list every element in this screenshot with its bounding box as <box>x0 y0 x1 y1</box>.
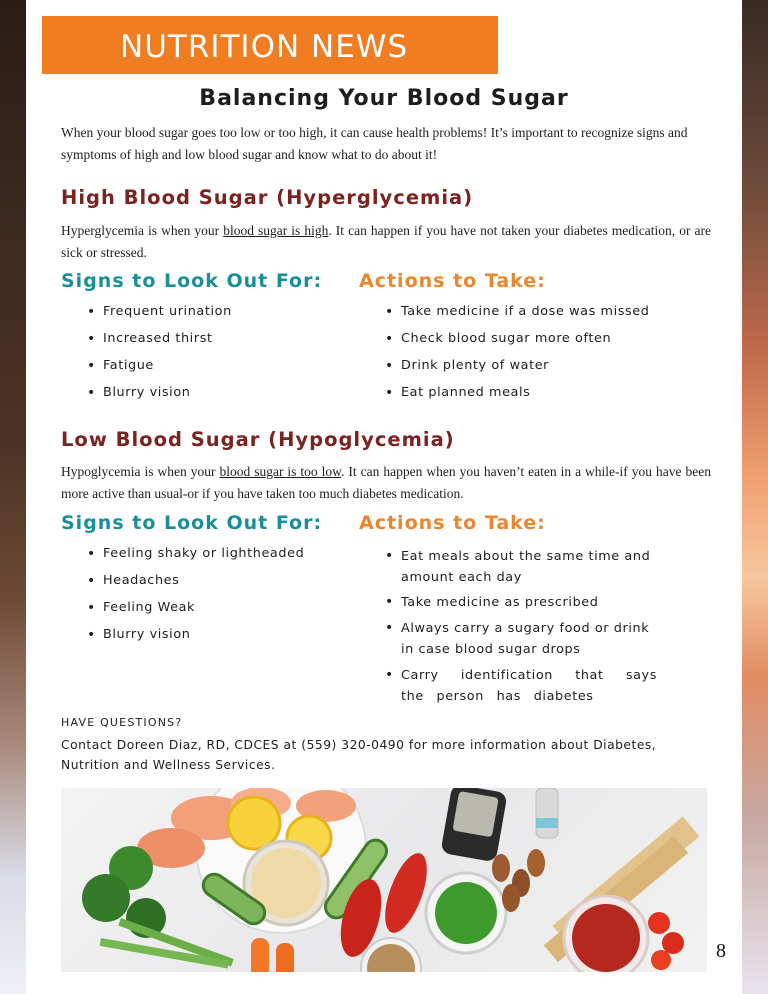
hyper-text-part: . It can happen if you have not taken your diabetes medication, or are sick or stressed. <box>61 223 711 260</box>
list-item: • Drink plenty of water <box>385 358 685 385</box>
high-blood-sugar-heading: High Blood Sugar (Hyperglycemia) <box>61 186 474 209</box>
list-item: • Always carry a sugary food or drink in case blood sugar drops <box>385 618 657 660</box>
hyper-underlined-text: blood sugar is high <box>223 223 329 238</box>
low-actions-list <box>385 546 657 707</box>
background-scenery-right <box>742 0 768 994</box>
list-item: • Blurry vision <box>87 385 327 412</box>
low-signs-heading: Signs to Look Out For: <box>61 512 323 534</box>
intro-paragraph: When your blood sugar goes too low or too high, it can cause health problems! It’s important to recognize signs and symptoms of high and low blood sugar and know what to do about it! <box>61 125 688 162</box>
hyper-text-part: Hyperglycemia is when your <box>61 223 224 238</box>
newsletter-page <box>26 0 742 994</box>
list-item: • Frequent urination <box>87 304 327 331</box>
list-item: • Fatigue <box>87 358 327 385</box>
hypo-underlined-text: blood sugar is too low <box>219 464 342 479</box>
list-item: • Check blood sugar more often <box>385 331 685 358</box>
list-item: • Blurry vision <box>87 627 337 654</box>
hyperglycemia-paragraph <box>61 220 711 264</box>
questions-heading: HAVE QUESTIONS? <box>61 716 183 729</box>
high-signs-heading: Signs to Look Out For: <box>61 270 323 292</box>
list-item: • Eat meals about the same time and amount each day <box>385 546 657 588</box>
page-title: Balancing Your Blood Sugar <box>199 86 569 111</box>
nutrition-news-banner: NUTRITION NEWS <box>42 16 498 74</box>
list-item: • Eat planned meals <box>385 385 685 412</box>
list-item: • Take medicine as prescribed <box>385 592 657 613</box>
food-illustration <box>61 788 707 972</box>
high-actions-heading: Actions to Take: <box>359 270 546 292</box>
high-signs-list <box>87 304 327 412</box>
low-blood-sugar-heading: Low Blood Sugar (Hypoglycemia) <box>61 428 455 451</box>
high-actions-list <box>385 304 685 412</box>
list-item: • Increased thirst <box>87 331 327 358</box>
list-item: • Feeling shaky or lightheaded <box>87 546 337 573</box>
low-actions-heading: Actions to Take: <box>359 512 546 534</box>
low-signs-list <box>87 546 337 654</box>
hypo-text-part: . It can happen when you haven’t eaten in a while-if you have been more active than usual-or if you have taken too much diabetes medication. <box>61 464 711 501</box>
hypo-text-part: Hypoglycemia is when your <box>61 464 220 479</box>
background-scenery-left <box>0 0 26 994</box>
list-item: • Take medicine if a dose was missed <box>385 304 685 331</box>
list-item: • Carry identification that says the person has diabetes <box>385 665 657 707</box>
hypoglycemia-paragraph <box>61 461 711 505</box>
list-item: • Headaches <box>87 573 337 600</box>
list-item: • Feeling Weak <box>87 600 337 627</box>
page-number: 8 <box>716 940 726 962</box>
contact-info: Contact Doreen Diaz, RD, CDCES at (559) 320-0490 for more information about Diabetes, Nutrition and Wellness Services. <box>61 738 657 772</box>
healthy-food-photo <box>61 788 707 972</box>
